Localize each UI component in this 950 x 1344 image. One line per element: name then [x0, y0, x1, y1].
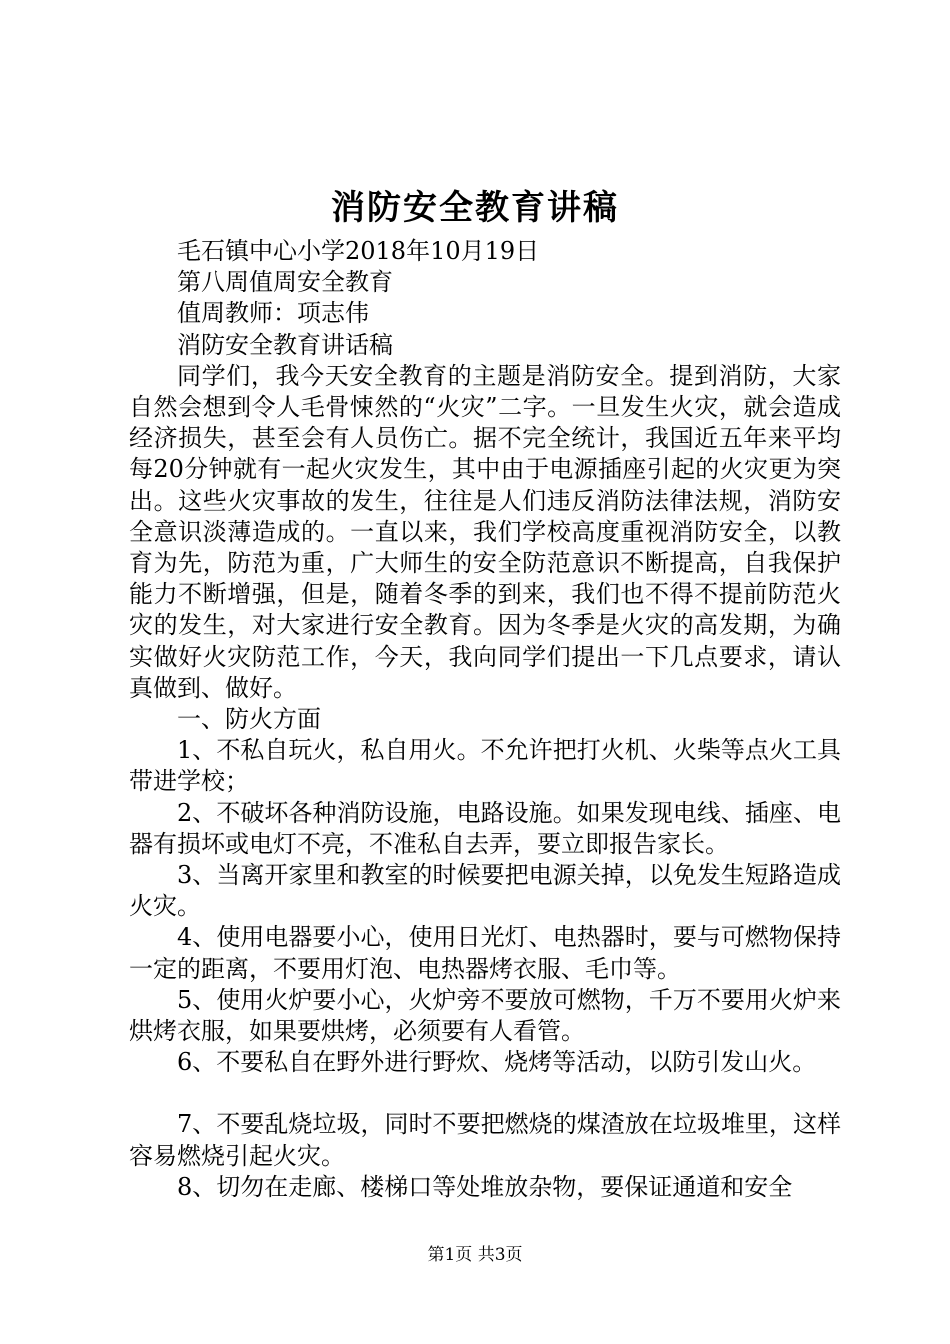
section-heading-fire-prevention: 一、防火方面: [177, 705, 321, 734]
rule-item-7: 7、不要乱烧垃圾，同时不要把燃烧的煤渣放在垃圾堆里，这样容易燃烧引起火灾。: [129, 1110, 841, 1170]
teacher-line: 值周教师：项志伟: [177, 299, 369, 328]
week-topic-line: 第八周值周安全教育: [177, 268, 393, 297]
rule-item-3: 3、当离开家里和教室的时候要把电源关掉，以免发生短路造成火灾。: [129, 861, 841, 921]
rule-item-2: 2、不破坏各种消防设施，电路设施。如果发现电线、插座、电器有损坏或电灯不亮，不准私自去弄，要立即报告家长。: [129, 798, 841, 858]
rule-item-1: 1、不私自玩火，私自用火。不允许把打火机、火柴等点火工具带进学校；: [129, 736, 841, 796]
page-footer: 第1页 共3页: [427, 1245, 523, 1265]
rule-item-8: 8、切勿在走廊、楼梯口等处堆放杂物，要保证通道和安全: [177, 1172, 793, 1201]
document-title: 消防安全教育讲稿: [331, 188, 619, 228]
school-date-line: 毛石镇中心小学2018年10月19日: [177, 237, 540, 265]
rule-item-4: 4、使用电器要小心，使用日光灯、电热器时，要与可燃物保持一定的距离，不要用灯泡、电热器烤衣服、毛巾等。: [129, 923, 841, 983]
rule-item-5: 5、使用火炉要小心，火炉旁不要放可燃物，千万不要用火炉来烘烤衣服，如果要烘烤，必须要有人看管。: [129, 985, 841, 1046]
rule-item-6: 6、不要私自在野外进行野炊、烧烤等活动，以防引发山火。: [177, 1048, 817, 1077]
intro-paragraph: 同学们，我今天安全教育的主题是消防安全。提到消防，大家自然会想到令人毛骨悚然的“火灾”二字。一旦发生火灾，就会造成经济损失，甚至会有人员伤亡。据不完全统计，我国近五年来平均每20分钟就有一起火灾发生，其中由于电源插座引起的火灾更为突出。这些火灾事故的发生，往往是人们违反消防法律法规，消防安全意识淡薄造成的。一直以来，我们学校高度重视消防安全，以教育为先，防范为重，广大师生的安全防范意识不断提高，自我保护能力不断增强，但是，随着冬季的到来，我们也不得不提前防范火灾的发生，对大家进行安全教育。因为冬季是火灾的高发期，为确实做好火灾防范工作，今天，我向同学们提出一下几点要求，请认真做到、做好。: [129, 361, 841, 702]
speech-subtitle-line: 消防安全教育讲话稿: [177, 330, 393, 359]
document-body: [129, 236, 841, 1203]
